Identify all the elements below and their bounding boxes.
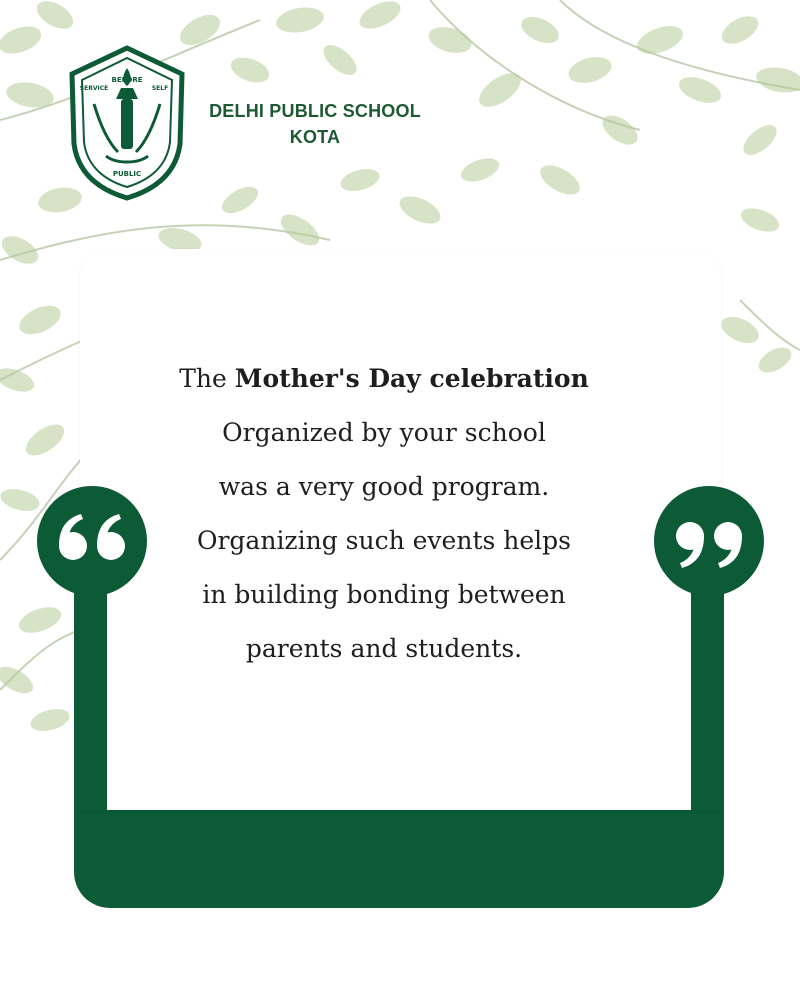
crest-text-self: SELF [151, 85, 169, 92]
open-quote-icon [37, 486, 147, 596]
message-line-3: was a very good program. [218, 472, 550, 501]
crest-text-before: BEFORE [111, 76, 143, 84]
message-line-2: Organized by your school [222, 418, 546, 447]
school-name-line1: DELHI PUBLIC SCHOOL [209, 101, 421, 121]
message-highlight: Mother's Day celebration [234, 364, 589, 393]
frame-right-stem [691, 560, 724, 810]
message-line-1 [150, 352, 618, 406]
crest-text-public: PUBLIC [112, 170, 142, 178]
frame-left-stem [74, 560, 107, 810]
message-line-5: in building bonding between [202, 580, 566, 609]
school-name-line2: KOTA [289, 127, 341, 147]
message-line-4: Organizing such events helps [196, 526, 571, 555]
crest-text-service: SERVICE [79, 85, 109, 92]
school-crest-icon [64, 44, 190, 202]
close-quote-icon [654, 486, 764, 596]
testimonial-message [150, 352, 618, 676]
school-name [200, 98, 430, 150]
message-line-6: parents and students. [245, 634, 523, 663]
message-line-1-pre: The [179, 364, 235, 393]
school-header [60, 40, 480, 210]
